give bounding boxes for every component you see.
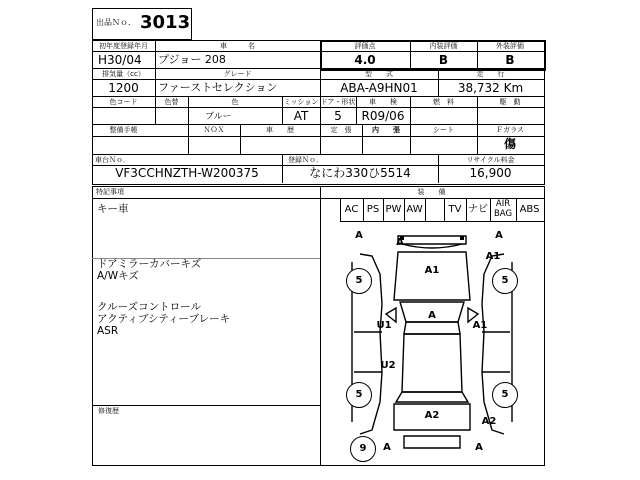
repair-history-label: 修復歴 — [98, 407, 119, 415]
equip-ps: PS — [366, 204, 380, 215]
interior-label: 内 張 — [372, 126, 400, 134]
glass-label: Ｆガラス — [496, 126, 524, 134]
equip-navi: ナビ — [468, 204, 488, 215]
chassis-no-label: 車台Ｎｏ． — [95, 156, 130, 164]
interior-score-label: 内装評価 — [429, 42, 458, 50]
equip-aw: AW — [406, 204, 423, 215]
remark-item: A/Wキズ — [97, 270, 139, 282]
inspection-label: 車 検 — [369, 98, 397, 106]
mileage-label: 走 行 — [476, 70, 505, 78]
mark-front-left-bumper: A — [396, 237, 404, 248]
mark-front-left: A — [355, 230, 363, 241]
car-diagram — [320, 222, 543, 464]
remark-item: クルーズコントロール — [97, 301, 201, 313]
remarks-label: 特記事項 — [96, 188, 124, 196]
inspection-value: R09/06 — [361, 109, 405, 123]
mark-wheel-fl: 5 — [346, 268, 372, 294]
equip-ac: AC — [344, 204, 359, 215]
remark-item: アクティブシティーブレーキ — [97, 313, 231, 325]
equipment-label: 装 備 — [417, 188, 446, 196]
mark-rear-right-bumper: A2 — [481, 416, 497, 427]
score-label: 評価点 — [354, 42, 376, 50]
remark-item: キー車 — [97, 203, 129, 215]
remark-item: ドアミラーカバーキズ — [97, 258, 202, 270]
mark-front-right-bumper: A1 — [485, 251, 501, 262]
grade-value: ファーストセレクション — [158, 81, 278, 94]
mark-trunk: A2 — [424, 410, 440, 421]
displacement-value: 1200 — [108, 81, 139, 95]
remark-item: ASR — [97, 325, 119, 337]
recycle-fee-label: リサイクル料金 — [466, 156, 515, 164]
nox-label: ＮＯＸ — [203, 126, 225, 134]
transmission-value: AT — [293, 109, 309, 123]
equip-pw: PW — [385, 204, 402, 215]
mileage-value: 38,732 Km — [457, 81, 524, 95]
mark-wheel-rl: 5 — [346, 382, 372, 408]
registration-no-label: 登録Ｎｏ． — [288, 156, 323, 164]
equip-airbag: AIR BAG — [493, 199, 513, 219]
mark-door-right: A1 — [472, 320, 488, 331]
drive-label: 駆 動 — [499, 98, 521, 106]
mark-rear-right: A — [475, 442, 483, 453]
seat-label: シート — [433, 126, 454, 134]
mark-front-right: A — [495, 230, 503, 241]
lot-number: 3013 — [140, 12, 191, 33]
score-value: 4.0 — [354, 53, 376, 67]
ac-label: 定 張 — [330, 126, 352, 134]
model-value: ABA-A9HN01 — [340, 81, 418, 95]
lot-number-label: 出品Ｎｏ． — [96, 18, 136, 27]
mark-rear-door-left: U2 — [380, 360, 396, 371]
mark-hood: A1 — [424, 265, 440, 276]
vehicle-name-value: プジョー 208 — [158, 53, 226, 66]
color-value: ブルー — [205, 112, 232, 122]
maintenance-label: 整備手帳 — [109, 126, 138, 134]
chassis-no-value: VF3CCHNZTH-W200375 — [115, 166, 259, 180]
history-label: 車 歴 — [266, 126, 294, 134]
mark-spare: 9 — [350, 436, 376, 462]
mark-wheel-fr: 5 — [492, 268, 518, 294]
registration-label: 初年度登録年月 — [99, 42, 148, 50]
exterior-score-value: B — [505, 53, 515, 67]
grade-label: グレード — [223, 70, 252, 78]
registration-no-value: なにわ330ひ5514 — [309, 166, 411, 180]
doors-value: 5 — [334, 109, 342, 123]
displacement-label: 排気量（cc） — [102, 70, 145, 78]
vehicle-name-label: 車 名 — [220, 42, 255, 50]
mark-door-left: U1 — [376, 320, 392, 331]
color-label: 色 — [231, 98, 239, 106]
equip-abs: ABS — [519, 204, 540, 215]
mark-rear-left: A — [383, 442, 391, 453]
model-label: 型 式 — [365, 70, 393, 78]
mark-roof: A — [428, 310, 436, 321]
fuel-label: 燃 料 — [433, 98, 454, 106]
exterior-score-label: 外装評価 — [496, 42, 524, 50]
registration-value: H30/04 — [98, 53, 142, 67]
interior-score-value: B — [438, 53, 449, 67]
color-code-label: 色コード — [109, 98, 138, 106]
doors-label: ドア・形状 — [320, 98, 356, 106]
recycle-fee-value: 16,900 — [469, 166, 512, 180]
mark-wheel-rr: 5 — [492, 382, 518, 408]
color-change-label: 色替 — [164, 98, 179, 106]
glass-value: 傷 — [503, 137, 516, 151]
equip-tv: TV — [448, 204, 462, 215]
transmission-label: ミッション — [283, 98, 319, 106]
